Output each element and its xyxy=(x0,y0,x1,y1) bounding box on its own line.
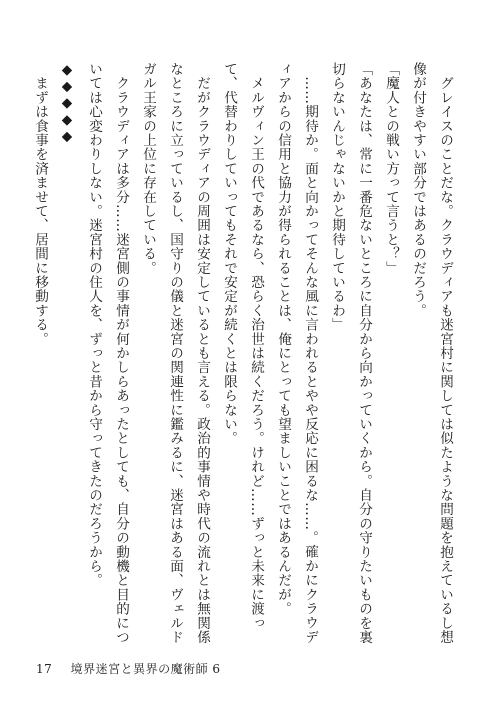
paragraph-expectation: ……期待か。面と向かってそんな風に言われるとやや反応に困るな……。確かにクラウディアからの信用と協力が得られることは、俺にとっても望ましいことではあるんだが。 xyxy=(275,62,318,645)
paragraph-claudia-resolve: クラウディアは多分……迷宮側の事情が何かしらあったとしても、自分の動機と目的については心変わりしない。迷宮村の住人を、ずっと昔から守ってきたのだろうから。 xyxy=(86,62,129,645)
paragraph-stability: だがクラウディアの周囲は安定しているとも言える。政治的事情や時代の流れとは無関係なところに立っているし、国守りの儀と迷宮の関連性に鑑みるに、迷宮はある面、ヴェルドガル王家の上位に存在している。 xyxy=(140,62,210,645)
book-title: 境界迷宮と異界の魔術師 6 xyxy=(70,662,221,676)
dialogue-question: 「魔人との戦い方って言うと？」 xyxy=(383,62,399,275)
paragraph-meal: まずは食事を済ませて、居間に移動する。 xyxy=(32,62,48,346)
scene-break-diamonds: ◆◆◆◆◆ xyxy=(59,62,75,145)
page-footer xyxy=(36,660,221,677)
page-number: 17 xyxy=(36,662,53,676)
paragraph-melvin: メルヴィン王の代であるなら、恐らく治世は続くだろう。けれど……ずっと未来に渡って、代替わりしていってもそれで安定が続くとは限らない。 xyxy=(221,62,264,630)
vertical-text-body xyxy=(32,62,458,652)
paragraph-grace: グレイスのことだな。クラウディアも迷宮村に関しては似たような問題を抱えているし想像が付きやすい部分ではあるのだろう。 xyxy=(410,62,453,645)
dialogue-claudia: 「あなたは、常に一番危ないところに自分から向かっていくから。自分の守りたいものを裏切らないんじゃないかと期待しているわ」 xyxy=(329,62,372,645)
